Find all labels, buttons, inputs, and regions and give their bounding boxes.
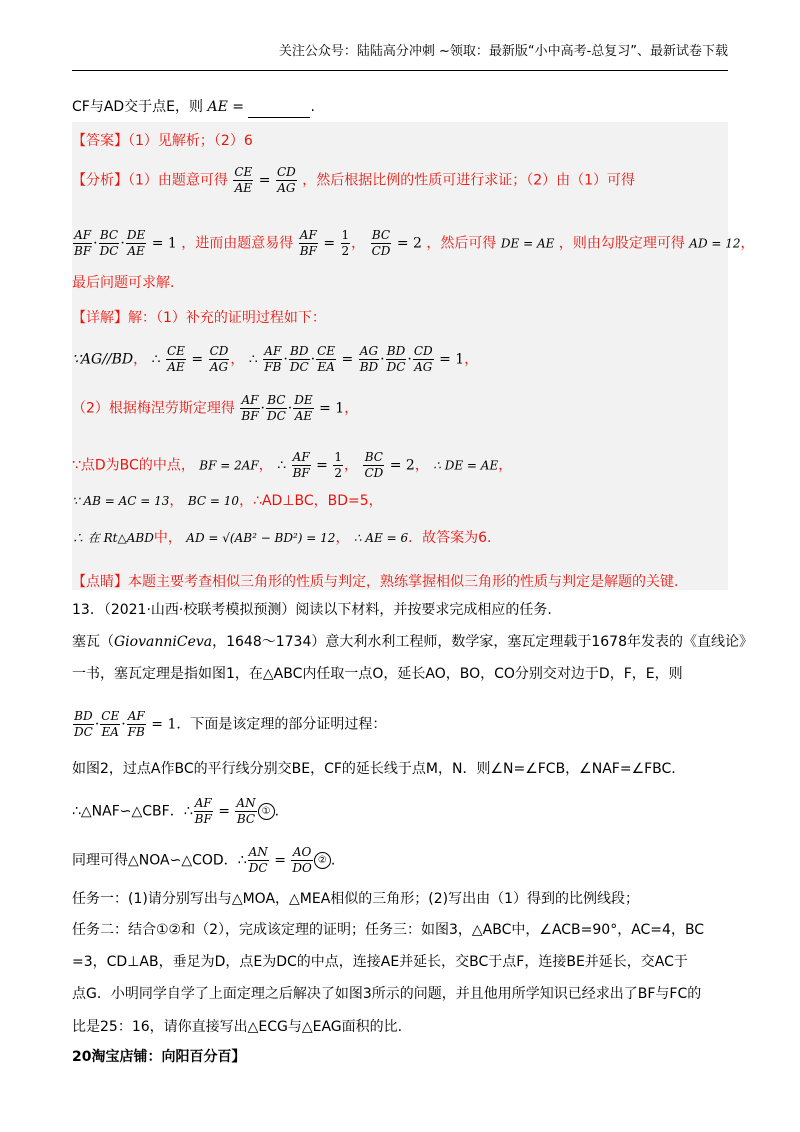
header-divider: [72, 70, 728, 71]
q13-line-9: 任务二：结合①②和（2），完成该定理的证明；任务三：如图3，△ABC中，∠ACB=90°，AC=4，BC: [72, 922, 705, 938]
fraction-ce-ea: [316, 344, 336, 375]
q13-line-6: ∴△NAF∽△CBF．∴ $\frac{AF}{BF}$ = $\frac{AN}{BC}$ ① .: [72, 796, 280, 826]
fraction-denominator: BD: [359, 360, 379, 374]
q13-line-4: $\frac{BD}{DC}$ · $\frac{CE}{EA}$ · $\frac{AF}{FB}$ = 1．下面是该定理的部分证明过程：: [74, 709, 387, 739]
fraction-af-fb: [263, 344, 282, 375]
fraction-ce-ae: [233, 165, 253, 196]
q13-line-12: 比是25：16，请你直接写出△ECG与△EAG面积的比.: [72, 1019, 403, 1035]
q13-line-10: =3，CD⊥AB，垂足为D，点E为DC的中点，连接AE并延长，交BC于点F，连接BE并延长，交AC于: [72, 954, 688, 970]
fraction-numerator: BC: [364, 450, 383, 464]
fraction-numerator: BD: [386, 344, 406, 358]
separator: ，: [344, 457, 359, 474]
detail-text-1: 解：（1）补充的证明过程如下：: [128, 310, 326, 326]
fraction-numerator: AO: [292, 845, 312, 859]
comment-line: [72, 571, 678, 593]
separator: ，: [464, 351, 479, 368]
fraction-af-bf: [292, 450, 311, 481]
q13-line-2a: 塞瓦（: [72, 634, 114, 650]
fraction-denominator: AE: [294, 409, 313, 423]
fraction-denominator: AG: [209, 360, 229, 374]
fraction-denominator: BF: [299, 244, 317, 258]
q13-line-2b: ，1648～1734）意大利水利工程师，数学家，塞瓦定理载于1678年发表的《直线论》: [212, 634, 753, 650]
separator: ，: [344, 400, 359, 417]
ceva-name: GiovanniCeva: [114, 634, 213, 650]
fraction-bc-dc: [266, 393, 287, 424]
fraction-numerator: BD: [74, 709, 93, 723]
fraction-denominator: DC: [99, 244, 119, 258]
fraction-denominator: FB: [264, 360, 282, 374]
separator: ，: [498, 457, 513, 474]
fraction-denominator: AE: [167, 360, 185, 374]
q12-question-line: CF与AD交于点E，则 AE = .: [72, 96, 315, 118]
fraction-denominator: CD: [371, 244, 391, 258]
q13-line-11: 点G．小明同学自学了上面定理之后解决了如图3所示的问题，并且他用所学知识已经求出了BF与FC的: [72, 986, 702, 1002]
fraction-denominator: BC: [236, 812, 256, 826]
fraction-af-fb: [127, 709, 146, 740]
fraction-numerator: DE: [294, 393, 313, 407]
fraction-numerator: AF: [299, 228, 317, 242]
answer-line: [72, 130, 253, 152]
q13-line-7: 同理可得△NOA∽△COD．∴ $\frac{AN}{DC}$ = $\frac{AO}{DO}$ ② .: [72, 845, 336, 875]
analysis-text-3: ，进而由题意易得: [181, 235, 294, 252]
fraction-numerator: CE: [317, 344, 336, 358]
detail-line-3: [72, 450, 512, 481]
q12-question-text: CF与AD交于点E，则: [72, 99, 204, 115]
separator: ，: [414, 457, 429, 474]
fraction-denominator: CD: [364, 466, 384, 480]
ad-pythagoras: AD = √(AB² − BD²) = 12: [186, 531, 336, 545]
answer-blank: [248, 103, 310, 118]
comment-text: 本题主要考查相似三角形的性质与判定，熟练掌握相似三角形的性质与判定是解题的关键.: [128, 574, 679, 590]
fraction-an-dc: [248, 845, 269, 876]
fraction-one-half: [341, 228, 351, 259]
analysis-text-2: ，然后根据比例的性质可进行求证；（2）由（1）可得: [302, 172, 636, 189]
fraction-bc-cd: [363, 450, 384, 481]
separator: ，: [351, 235, 366, 252]
q13-line-1: 13．（2021·山西·校联考模拟预测）阅读以下材料，并按要求完成相应的任务.: [72, 602, 552, 618]
equals-one: = 1: [314, 400, 345, 417]
fraction-cd-ag: [209, 344, 230, 375]
analysis-label: 【分析】: [72, 172, 128, 189]
fraction-bc-cd: [371, 228, 392, 259]
analysis-line-1: 【分析】（1）由题意可得 $\frac{CE}{AE}$ = $\frac{CD}{AG}$ ，然后根据比例的性质可进行求证；（2）由（1）可得: [72, 165, 636, 195]
fraction-denominator: BF: [74, 244, 92, 258]
therefore-symbol: ∴: [277, 457, 287, 474]
fraction-bd-dc: [386, 344, 407, 375]
fraction-denominator: AE: [127, 244, 145, 258]
equals-sign: =: [227, 99, 249, 115]
detail-line-5: [72, 527, 491, 549]
fraction-cd-ag: [276, 165, 297, 196]
detail-label: 【详解】: [72, 310, 128, 326]
q13-line-2: [72, 631, 753, 653]
detail-text-4: ，∴AD⊥BC，BD=5，: [239, 493, 383, 509]
bf-equals-2af: BF = 2AF: [199, 458, 259, 473]
fraction-numerator: AG: [359, 344, 379, 358]
fraction-numerator: AF: [127, 709, 145, 723]
bc-equals-10: BC = 10: [187, 494, 240, 508]
fraction-numerator: CE: [166, 344, 185, 358]
fraction-denominator: DC: [266, 409, 286, 423]
fraction-ce-ae: [166, 344, 186, 375]
q13-line-8: 任务一：(1)请分别写出与△MOA，△MEA相似的三角形；(2)写出由（1）得到的比例线段；: [72, 891, 640, 907]
fraction-denominator: EA: [101, 725, 119, 739]
therefore-symbol: ∴: [151, 351, 161, 368]
fraction-bc-dc: [99, 228, 120, 259]
equals-sign: =: [311, 457, 333, 474]
fraction-denominator: AE: [234, 181, 253, 195]
fraction-numerator: 1: [334, 450, 343, 464]
therefore-symbol: ∴: [248, 351, 258, 368]
page-header: 关注公众号：陆陆高分冲刺 ~领取：最新版“小中高考-总复习”、最新试卷下载: [278, 44, 728, 59]
fraction-numerator: CD: [413, 344, 433, 358]
fraction-ce-ea: [100, 709, 120, 740]
fraction-denominator: DC: [248, 861, 268, 875]
fraction-numerator: BD: [290, 344, 309, 358]
analysis-text-4: ，然后可得: [426, 235, 497, 252]
fraction-denominator: EA: [317, 360, 335, 374]
detail-text-3: ∵点D为BC的中点，: [72, 457, 195, 474]
fraction-ao-do: [291, 845, 312, 876]
q13-line-4-text: ．下面是该定理的部分证明过程：: [176, 716, 387, 733]
separator: ，: [335, 530, 350, 546]
detail-line-4: [72, 490, 383, 512]
analysis-text-1: （1）由题意可得: [128, 172, 228, 189]
comment-label: 【点睛】: [72, 574, 128, 590]
separator: ，: [258, 457, 273, 474]
analysis-text-5: ，则由勾股定理可得: [558, 235, 685, 252]
fraction-denominator: 2: [334, 466, 343, 480]
fraction-denominator: DC: [289, 360, 309, 374]
fraction-denominator: DC: [386, 360, 406, 374]
fraction-denominator: FB: [127, 725, 145, 739]
fraction-numerator: DE: [126, 228, 146, 242]
fraction-numerator: AN: [248, 845, 268, 859]
detail-text-5: 中，: [153, 530, 182, 546]
page-footer: 20淘宝店铺：向阳百分百】: [72, 1049, 246, 1065]
equals-sign: =: [318, 235, 340, 252]
q13-line-6a: ∴△NAF∽△CBF．∴: [72, 803, 193, 820]
separator: ，: [740, 235, 755, 252]
fraction-numerator: AF: [194, 796, 212, 810]
ae-equals-6: ∴ AE = 6: [353, 531, 409, 545]
fraction-de-ae: [126, 228, 146, 259]
fraction-denominator: AG: [414, 360, 433, 374]
fraction-af-bf: [299, 228, 318, 259]
analysis-line-3: [72, 272, 174, 294]
detail-proof-line: ∵AG//BD， ∴ $\frac{CE}{AE}$ = $\frac{CD}{AG}$ ， ∴ $\frac{AF}{FB}$ · $\frac{BD}{DC}$ · $\frac{CE}{EA}$ = $\frac{AG}{BD}$ · $\frac{BD}{DC}$ · $\frac{CD}{AG}$ = 1，: [72, 344, 479, 374]
fraction-numerator: CD: [209, 344, 229, 358]
fraction-bd-dc: [289, 344, 310, 375]
fraction-one-half: [333, 450, 343, 481]
detail-text-2: （2）根据梅涅劳斯定理得: [72, 400, 235, 417]
ae-symbol: AE: [207, 99, 228, 115]
fraction-numerator: AF: [292, 450, 310, 464]
equals-one: = 1: [147, 235, 177, 252]
fraction-af-bf: [240, 393, 259, 424]
answer-text: （1）见解析；（2）6: [128, 133, 253, 149]
fraction-denominator: BF: [241, 409, 259, 423]
de-equals-ae: DE = AE: [500, 236, 555, 251]
analysis-line-2: $\frac{AF}{BF}$ · $\frac{BC}{DC}$ · $\frac{DE}{AE}$ = 1 ，进而由题意易得 $\frac{AF}{BF}$ = $\frac{1}{2}$ ， $\frac{BC}{CD}$ = 2 ，然后可得 DE = AE ，则由勾股定理可得 AD = 12，: [74, 228, 755, 258]
fraction-numerator: AF: [264, 344, 282, 358]
q13-line-7a: 同理可得△NOA∽△COD．∴: [72, 852, 247, 869]
fraction-numerator: BC: [267, 393, 286, 407]
fraction-de-ae: [293, 393, 313, 424]
fraction-denominator: DO: [292, 861, 312, 875]
detail-text-6: ．故答案为6.: [408, 530, 492, 546]
fraction-numerator: AN: [236, 796, 256, 810]
fraction-numerator: BC: [371, 228, 391, 242]
equals-two: = 2: [392, 235, 422, 252]
q13-line-5: 如图2，过点A作BC的平行线分别交BE，CF的延长线于点M，N．则∠N=∠FCB，∠NAF=∠FBC.: [72, 761, 676, 777]
fraction-denominator: BF: [194, 812, 212, 826]
fraction-numerator: AF: [241, 393, 259, 407]
analysis-text-6: 最后问题可求解.: [72, 275, 175, 291]
q13-line-3: 一书，塞瓦定理是指如图1，在△ABC内任取一点O，延长AO，BO，CO分别交对边于D，F，E，则: [72, 666, 683, 682]
fraction-numerator: CD: [276, 165, 296, 179]
fraction-an-bc: [235, 796, 256, 827]
fraction-af-bf: [194, 796, 213, 827]
fraction-denominator: AG: [277, 181, 296, 195]
because-ag-parallel-bd: ∵AG//BD: [72, 351, 134, 368]
separator: ，: [230, 351, 245, 368]
fraction-numerator: BC: [99, 228, 119, 242]
answer-label: 【答案】: [72, 133, 128, 149]
circled-mark-2: ②: [314, 852, 331, 869]
equals-one: = 1: [146, 716, 177, 733]
equals-two: = 2: [385, 457, 415, 474]
fraction-denominator: DC: [74, 725, 93, 739]
fraction-numerator: 1: [341, 228, 350, 242]
therefore-de-equals-ae: ∴ DE = AE: [433, 458, 499, 473]
fraction-numerator: CE: [101, 709, 120, 723]
fraction-cd-ag: [413, 344, 434, 375]
detail-line-1: [72, 307, 326, 329]
fraction-numerator: AF: [74, 228, 92, 242]
separator: ，: [169, 493, 184, 509]
equals-one: = 1: [434, 351, 465, 368]
circled-mark-1: ①: [258, 803, 275, 820]
fraction-numerator: CE: [234, 165, 253, 179]
fraction-bd-dc: [73, 709, 94, 740]
ad-equals-12: AD = 12: [689, 236, 741, 251]
fraction-ag-bd: [359, 344, 379, 375]
fraction-denominator: BF: [292, 466, 310, 480]
separator: ，: [133, 351, 148, 368]
fraction-af-bf: [73, 228, 92, 259]
fraction-denominator: 2: [341, 244, 350, 258]
ab-equals-ac: ∵ AB = AC = 13: [72, 494, 170, 508]
detail-line-2: （2）根据梅涅劳斯定理得 $\frac{AF}{BF}$ · $\frac{BC}{DC}$ · $\frac{DE}{AE}$ = 1，: [72, 393, 359, 423]
in-right-triangle-abd: ∴ 在 Rt△ABD: [72, 531, 154, 545]
